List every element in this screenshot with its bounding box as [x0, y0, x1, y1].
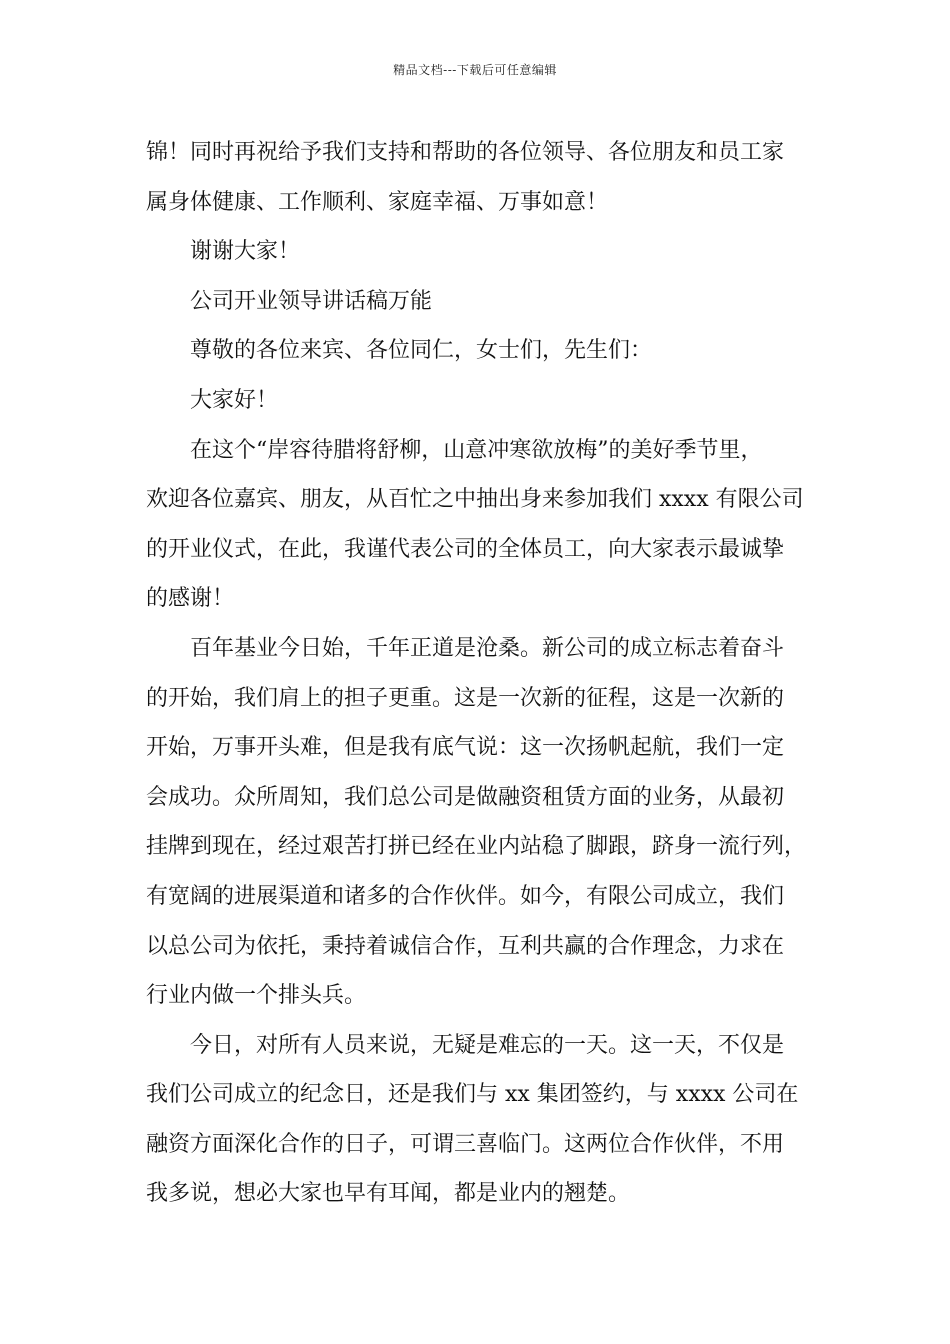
- text-line: 欢迎各位嘉宾、朋友，从百忙之中抽出身来参加我们 xxxx 有限公司: [146, 487, 804, 513]
- text-line: 的开业仪式，在此，我谨代表公司的全体员工，向大家表示最诚挚: [146, 536, 785, 562]
- text-line: 会成功。众所周知，我们总公司是做融资租赁方面的业务，从最初: [146, 784, 785, 810]
- text-line: 我多说，想必大家也早有耳闻，都是业内的翘楚。: [146, 1181, 631, 1207]
- text-line: 有宽阔的进展渠道和诸多的合作伙伴。如今，有限公司成立，我们: [146, 883, 785, 909]
- text-line: 开始，万事开头难，但是我有底气说：这一次扬帆起航，我们一定: [146, 735, 785, 761]
- text-line: 尊敬的各位来宾、各位同仁，女士们，先生们：: [190, 338, 653, 364]
- text-line: 在这个“岸容待腊将舒柳，山意冲寒欲放梅”的美好季节里，: [190, 437, 763, 463]
- text-line: 的开始，我们肩上的担子更重。这是一次新的征程，这是一次新的: [146, 685, 785, 711]
- text-line: 挂牌到现在，经过艰苦打拼已经在业内站稳了脚跟，跻身一流行列，: [146, 834, 807, 860]
- text-line: 我们公司成立的纪念日，还是我们与 xx 集团签约，与 xxxx 公司在: [146, 1082, 799, 1108]
- text-line: 的感谢！: [146, 586, 235, 612]
- text-line: 今日，对所有人员来说，无疑是难忘的一天。这一天，不仅是: [190, 1032, 785, 1058]
- text-line: 大家好！: [190, 387, 279, 413]
- text-line: 锦！同时再祝给予我们支持和帮助的各位领导、各位朋友和员工家: [146, 140, 785, 165]
- text-line: 行业内做一个排头兵。: [146, 983, 367, 1009]
- text-line: 公司开业领导讲话稿万能: [190, 288, 433, 314]
- page-header: 精品文档---下载后可任意编辑: [393, 63, 557, 77]
- text-line: 以总公司为依托，秉持着诚信合作，互利共赢的合作理念，力求在: [146, 933, 785, 959]
- text-line: 百年基业今日始，千年正道是沧桑。新公司的成立标志着奋斗: [190, 635, 785, 661]
- text-line: 融资方面深化合作的日子，可谓三喜临门。这两位合作伙伴，不用: [146, 1131, 785, 1157]
- document-body: [146, 128, 816, 1219]
- text-line: 属身体健康、工作顺利、家庭幸福、万事如意！: [146, 189, 609, 215]
- text-line: 谢谢大家！: [190, 239, 301, 265]
